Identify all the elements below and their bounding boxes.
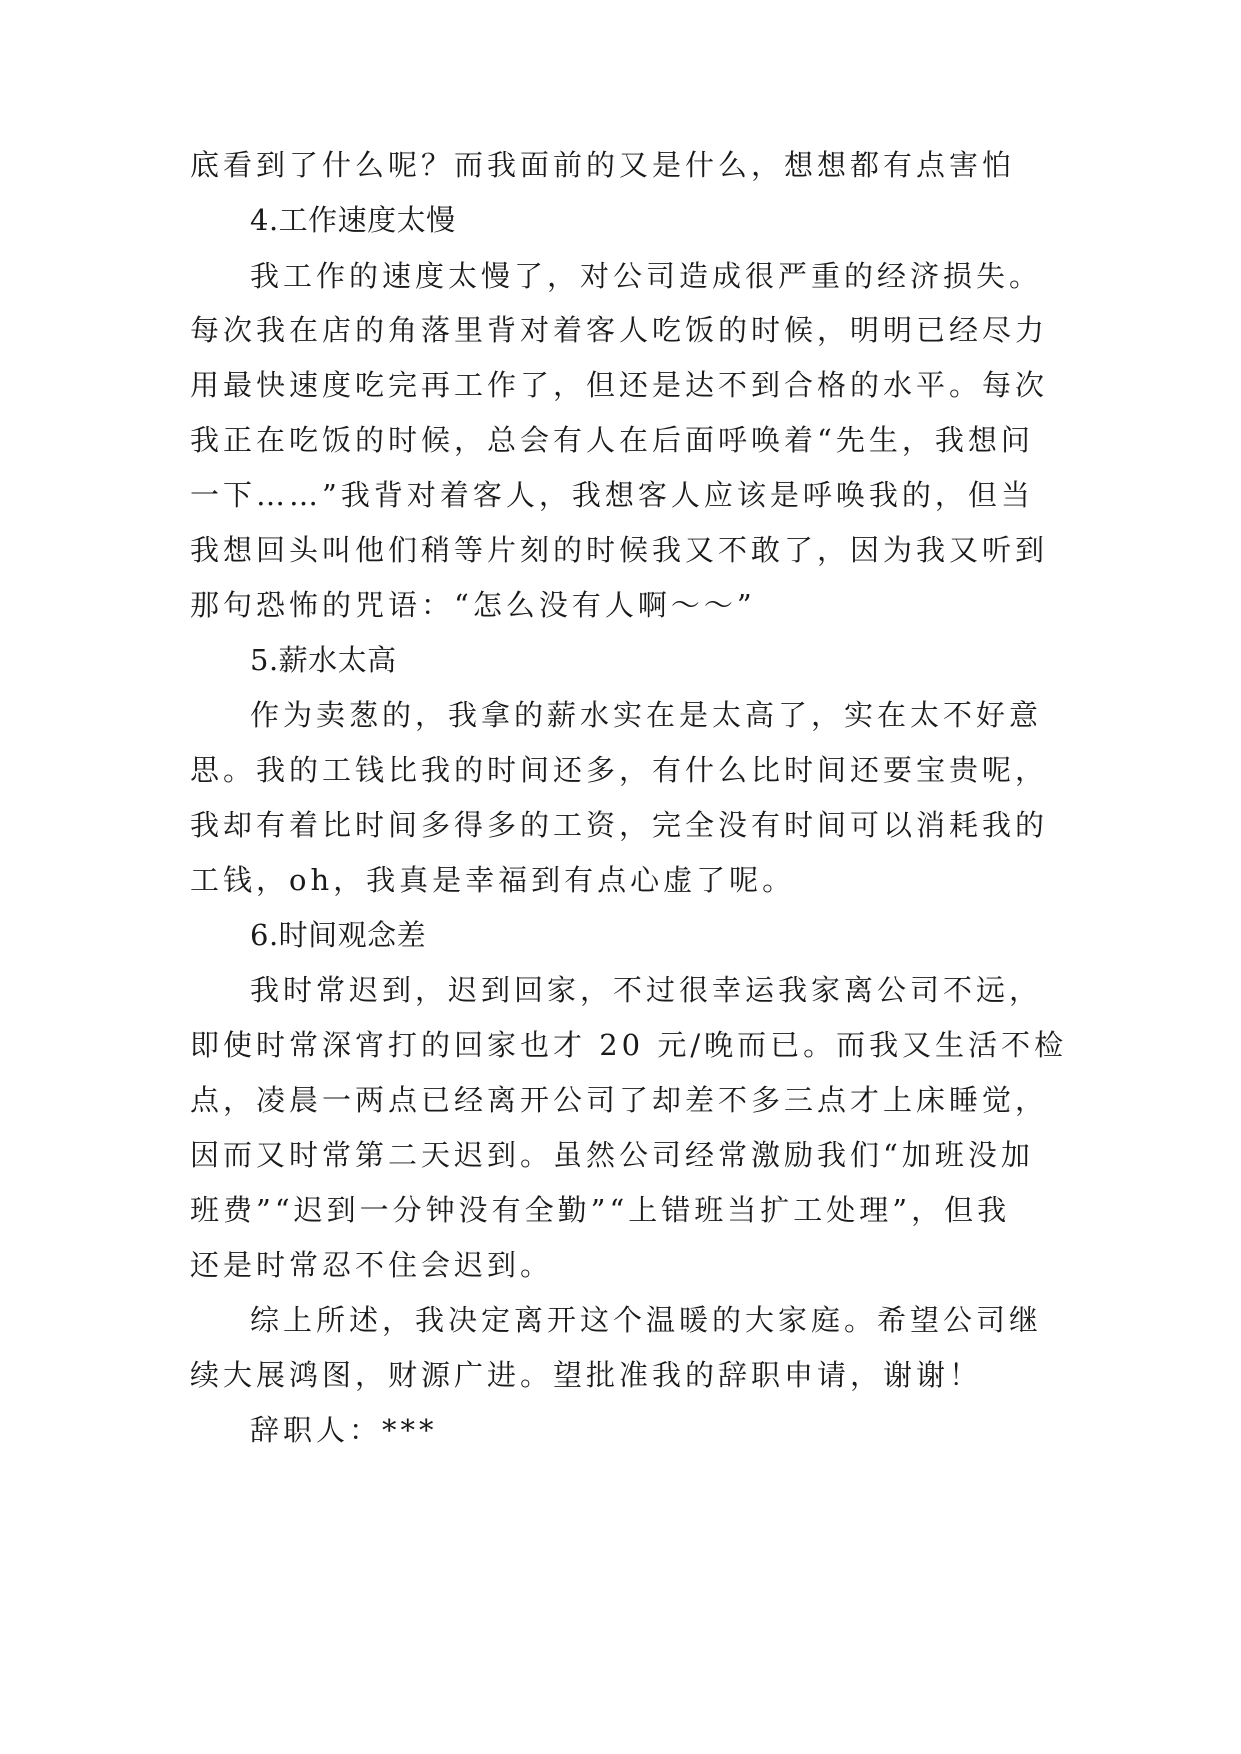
body-line: 因而又时常第二天迟到。虽然公司经常激励我们“加班没加	[190, 1138, 1034, 1172]
body-line: 思。我的工钱比我的时间还多，有什么比时间还要宝贵呢，	[190, 753, 1049, 787]
body-line: 每次我在店的角落里背对着客人吃饭的时候，明明已经尽力	[190, 313, 1049, 347]
body-line: 底看到了什么呢？而我面前的又是什么，想想都有点害怕	[190, 148, 1016, 182]
section-heading: 6.时间观念差	[250, 918, 427, 952]
body-line: 作为卖葱的，我拿的薪水实在是太高了，实在太不好意	[250, 698, 1043, 732]
body-line: 即使时常深宵打的回家也才 20 元/晚而已。而我又生活不检	[190, 1028, 1068, 1062]
body-line: 工钱，oh，我真是幸福到有点心虚了呢。	[190, 863, 796, 897]
body-line: 班费”“迟到一分钟没有全勤”“上错班当扩工处理”，但我	[190, 1193, 1011, 1227]
signature-line: 辞职人：***	[250, 1413, 438, 1447]
body-line: 用最快速度吃完再工作了，但还是达不到合格的水平。每次	[190, 368, 1049, 402]
body-line: 我正在吃饭的时候，总会有人在后面呼唤着“先生，我想问	[190, 423, 1034, 457]
body-line: 一下……”我背对着客人，我想客人应该是呼唤我的，但当	[190, 478, 1034, 512]
body-line: 续大展鸿图，财源广进。望批准我的辞职申请，谢谢！	[190, 1358, 983, 1392]
section-heading: 4.工作速度太慢	[250, 203, 456, 237]
body-line: 点，凌晨一两点已经离开公司了却差不多三点才上床睡觉，	[190, 1083, 1049, 1117]
body-line: 我却有着比时间多得多的工资，完全没有时间可以消耗我的	[190, 808, 1049, 842]
body-line: 那句恐怖的咒语：“怎么没有人啊～～”	[190, 588, 756, 622]
body-line: 综上所述，我决定离开这个温暖的大家庭。希望公司继	[250, 1303, 1043, 1337]
body-line: 我工作的速度太慢了，对公司造成很严重的经济损失。	[250, 259, 1043, 293]
body-line: 我时常迟到，迟到回家，不过很幸运我家离公司不远，	[250, 973, 1043, 1007]
body-line: 还是时常忍不住会迟到。	[190, 1248, 554, 1282]
body-line: 我想回头叫他们稍等片刻的时候我又不敢了，因为我又听到	[190, 533, 1049, 567]
section-heading: 5.薪水太高	[250, 643, 397, 677]
